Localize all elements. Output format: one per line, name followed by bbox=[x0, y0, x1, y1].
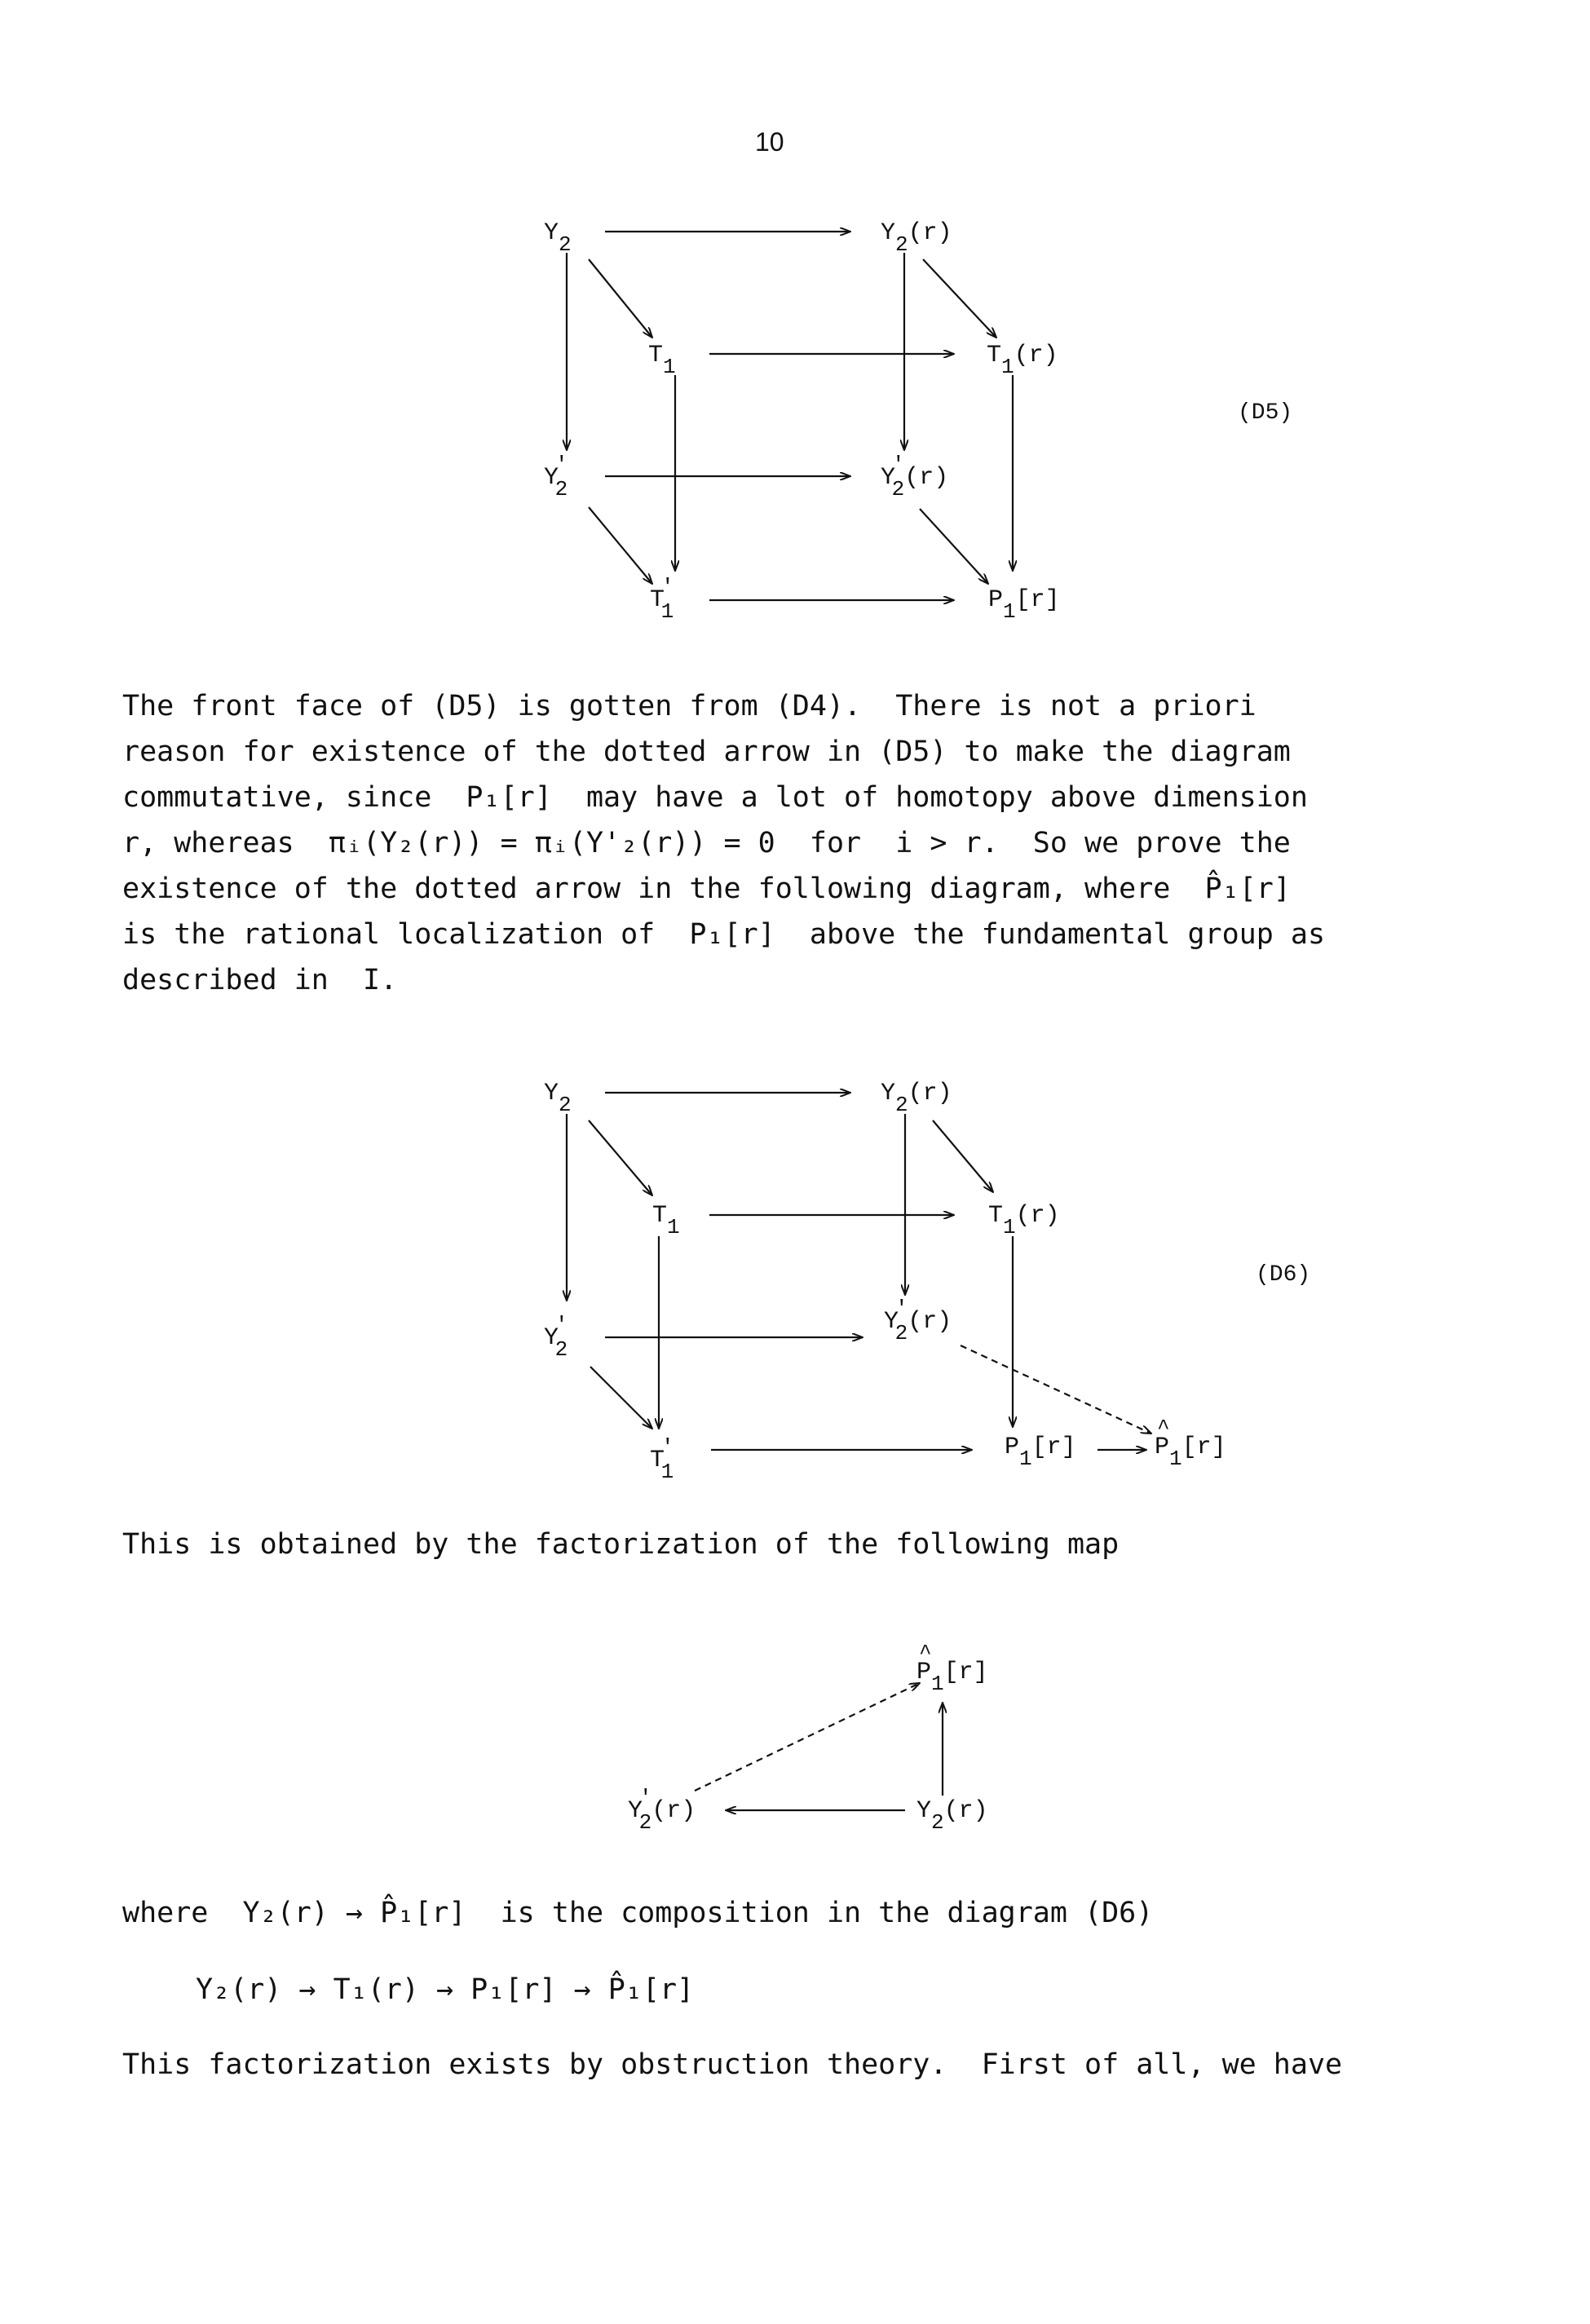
d5-node-y2prime: Y' 2 bbox=[544, 453, 568, 501]
d5-tag: (D5) bbox=[1238, 400, 1293, 426]
tri-node-p1hat-hat: ^ bbox=[919, 1641, 932, 1665]
d6-node-y2prime: Y' 2 bbox=[544, 1313, 568, 1362]
d5-node-y2prime-r: Y' 2(r) bbox=[881, 453, 949, 501]
d5-node-t1: T1 bbox=[648, 342, 676, 379]
d6-node-p1r: P1[r] bbox=[1005, 1434, 1076, 1471]
d6-arrow-y2-t1 bbox=[589, 1120, 652, 1195]
d6-node-p1hat: P1[r] bbox=[1155, 1434, 1226, 1471]
d6-node-t1r: T1(r) bbox=[988, 1202, 1060, 1239]
d6-node-t1: T1 bbox=[652, 1202, 680, 1239]
para1-line: existence of the dotted arrow in the following diagram, where P̂₁[r] bbox=[122, 873, 1291, 905]
diagram-d6 bbox=[544, 1080, 1310, 1484]
d5-arrow-y2-t1 bbox=[589, 259, 652, 338]
para1-line: r, whereas πᵢ(Y₂(r)) = πᵢ(Y'₂(r)) = 0 for i > r. So we prove the bbox=[122, 827, 1291, 859]
paragraph-4: This factorization exists by obstruction theory. First of all, we have bbox=[122, 2048, 1343, 2081]
para1-line: described in I. bbox=[122, 964, 398, 996]
para1-line: reason for existence of the dotted arrow in (D5) to make the diagram bbox=[122, 736, 1291, 768]
d5-arrow-y2r-t1r bbox=[923, 259, 996, 338]
d5-arrow-y2p-t1p bbox=[589, 507, 652, 584]
d6-node-y2r: Y2(r) bbox=[881, 1080, 952, 1117]
d6-node-p1hat-hat: ^ bbox=[1157, 1416, 1170, 1440]
paragraph-3: where Y₂(r) → P̂₁[r] is the composition in the diagram (D6) bbox=[122, 1897, 1154, 1929]
tri-node-p1hat: P1[r] bbox=[916, 1659, 988, 1696]
d6-arrow-y2r-t1r bbox=[933, 1120, 993, 1192]
d6-tag: (D6) bbox=[1256, 1262, 1311, 1288]
diagram-d5 bbox=[544, 219, 1292, 624]
paragraph-2: This is obtained by the factorization of the following map bbox=[122, 1528, 1120, 1561]
d5-node-t1r: T1(r) bbox=[987, 342, 1058, 379]
d5-node-t1prime: T' 1 bbox=[650, 575, 674, 624]
d5-node-p1r: P1[r] bbox=[988, 586, 1060, 624]
d5-arrow-y2pr-p1r bbox=[920, 509, 988, 584]
paragraph-1 bbox=[122, 683, 1325, 1003]
d6-node-y2prime-r: Y' 2(r) bbox=[884, 1297, 952, 1345]
d6-dotted-arrow-y2pr-p1hat bbox=[961, 1345, 1151, 1434]
para1-line: The front face of (D5) is gotten from (D4). There is not a priori bbox=[122, 690, 1257, 722]
para1-line: is the rational localization of P₁[r] above the fundamental group as bbox=[122, 918, 1326, 951]
composition-formula: Y₂(r) → T₁(r) → P₁[r] → P̂₁[r] bbox=[196, 1973, 695, 2006]
tri-dotted-arrow-y2pr-p1hat bbox=[695, 1683, 920, 1791]
page-number: 10 bbox=[755, 127, 784, 157]
tri-node-y2r: Y2(r) bbox=[916, 1797, 988, 1835]
para1-line: commutative, since P₁[r] may have a lot of homotopy above dimension bbox=[122, 781, 1308, 814]
d5-node-y2: Y2 bbox=[544, 219, 572, 257]
triangle-diagram bbox=[628, 1641, 988, 1835]
d6-arrow-y2p-t1p bbox=[590, 1367, 652, 1429]
d5-node-y2r: Y2(r) bbox=[881, 219, 952, 257]
tri-node-y2prime-r: Y' 2(r) bbox=[628, 1786, 696, 1835]
d6-node-t1prime: T' 1 bbox=[650, 1435, 674, 1484]
d6-node-y2: Y2 bbox=[544, 1080, 572, 1117]
